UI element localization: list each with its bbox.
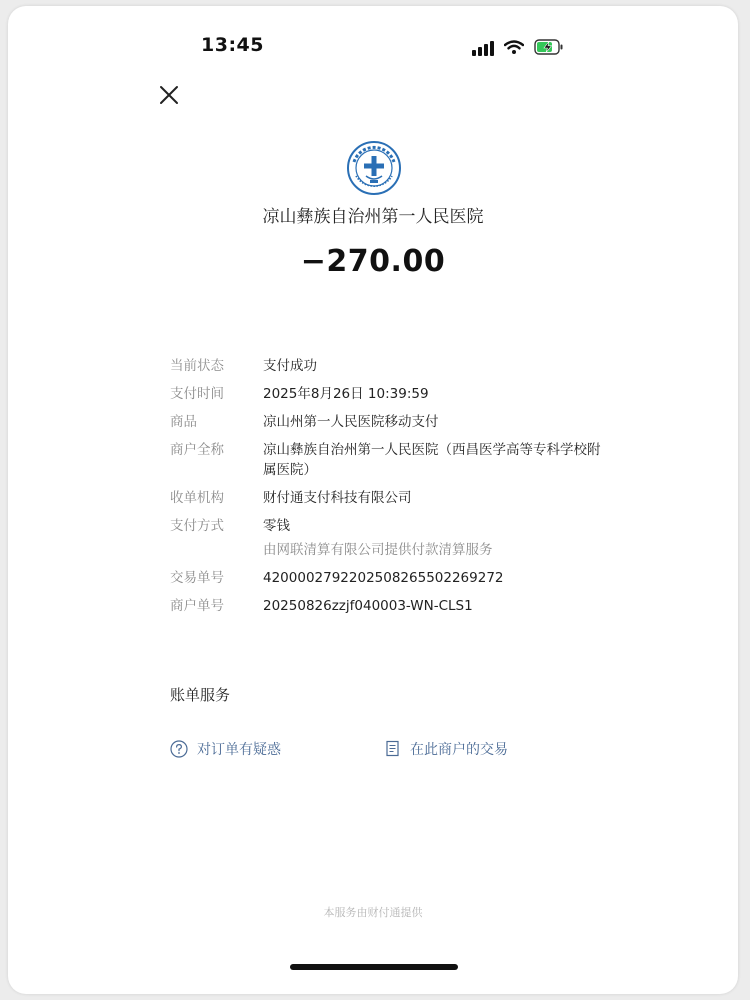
detail-value <box>263 516 610 560</box>
payment-amount: −270.00 <box>300 244 446 279</box>
clearing-note: 由网联清算有限公司提供付款清算服务 <box>263 542 493 558</box>
footer-text: 本服务由财付通提供 <box>323 906 423 919</box>
detail-value: 凉山彝族自治州第一人民医院（西昌医学高等专科学校附属医院） <box>263 442 601 478</box>
detail-row-merchant-order-id <box>170 596 610 616</box>
merchant-name: 凉山彝族自治州第一人民医院 <box>262 207 484 227</box>
battery-charging-icon <box>534 39 564 55</box>
detail-value: 支付成功 <box>263 358 317 374</box>
detail-label: 支付方式 <box>170 518 224 534</box>
close-button[interactable] <box>154 80 184 110</box>
detail-value: 财付通支付科技有限公司 <box>263 490 412 506</box>
payment-method-value: 零钱 <box>263 518 290 534</box>
detail-row-merchant-fullname <box>170 440 610 480</box>
detail-row-transaction-id <box>170 568 610 588</box>
detail-value: 2025年8月26日 10:39:59 <box>263 386 429 402</box>
detail-row-time <box>170 384 610 404</box>
detail-value[interactable]: 20250826zzjf040003-WN-CLS1 <box>263 598 473 614</box>
detail-label: 交易单号 <box>170 570 224 586</box>
detail-label: 支付时间 <box>170 386 224 402</box>
order-question-link[interactable] <box>170 739 281 759</box>
document-icon <box>385 740 401 758</box>
wifi-icon <box>504 40 524 54</box>
hospital-logo-icon <box>346 140 402 196</box>
question-circle-icon <box>170 740 188 758</box>
detail-label: 商户单号 <box>170 598 224 614</box>
transaction-details <box>170 356 610 624</box>
detail-label: 商户全称 <box>170 442 224 458</box>
detail-row-payment-method <box>170 516 610 560</box>
detail-value[interactable]: 4200002792202508265502269272 <box>263 570 504 586</box>
phone-screen <box>8 6 738 994</box>
bill-service-title: 账单服务 <box>170 686 231 704</box>
status-bar <box>8 6 738 86</box>
detail-label: 当前状态 <box>170 358 224 374</box>
detail-label: 商品 <box>170 414 197 430</box>
detail-value: 凉山州第一人民医院移动支付 <box>263 414 439 430</box>
merchant-transactions-label: 在此商户的交易 <box>410 742 508 758</box>
status-time: 13:45 <box>201 34 264 56</box>
order-question-label: 对订单有疑惑 <box>197 742 281 758</box>
detail-row-product <box>170 412 610 432</box>
detail-label: 收单机构 <box>170 490 224 506</box>
detail-row-status <box>170 356 610 376</box>
detail-row-acquirer <box>170 488 610 508</box>
home-indicator[interactable] <box>290 964 458 970</box>
signal-icon <box>472 40 496 56</box>
merchant-transactions-link[interactable] <box>385 739 508 759</box>
